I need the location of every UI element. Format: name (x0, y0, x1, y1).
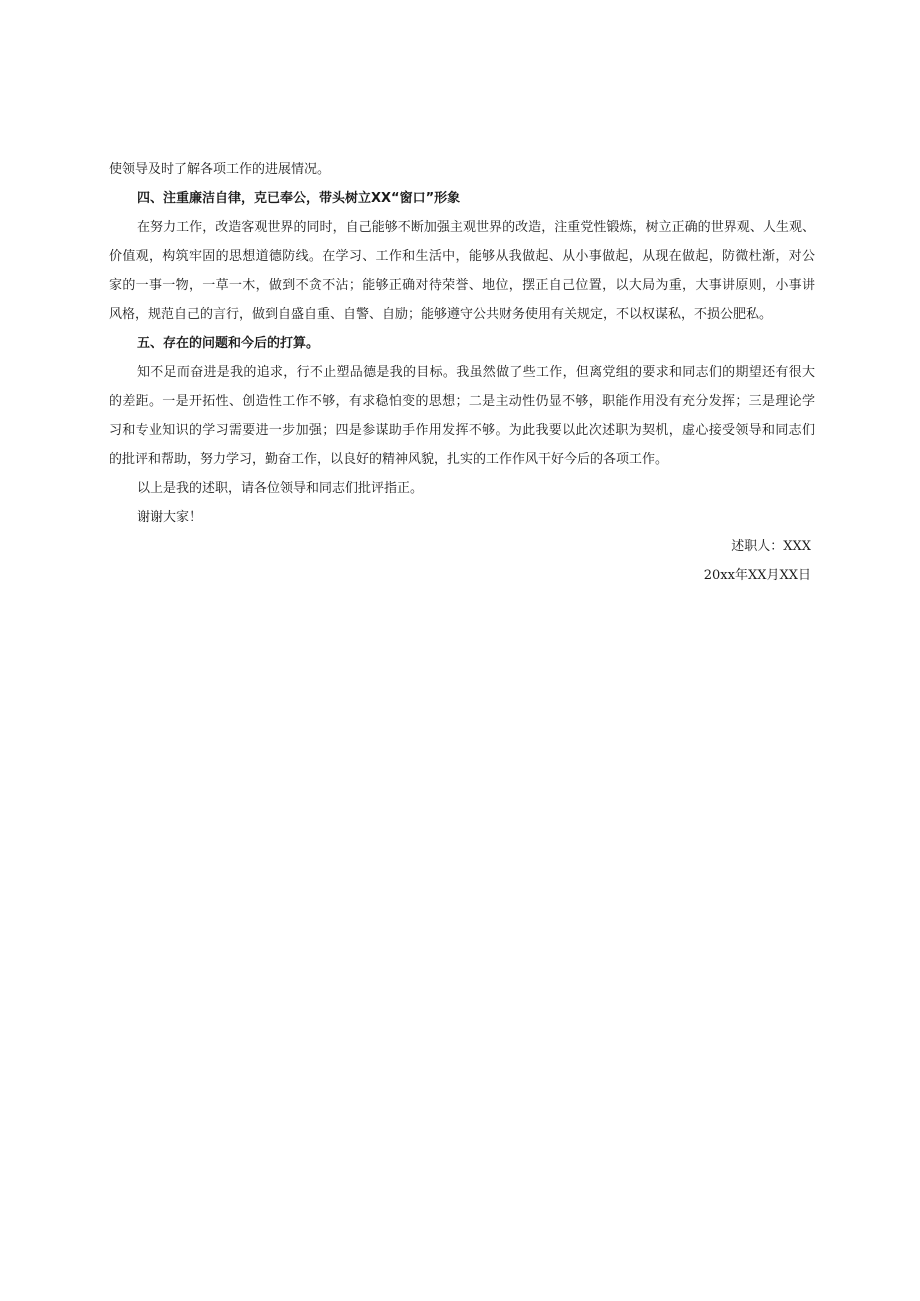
section-4-line: 在努力工作，改造客观世界的同时，自己能够不断加强主观世界的改造，注重党性锻炼，树立正确的世界观、人生观、 (137, 220, 815, 235)
signature: 述职人：XXX (731, 539, 811, 554)
section-5-heading: 五、存在的问题和今后的打算。 (137, 336, 320, 351)
thanks-line: 谢谢大家！ (137, 510, 203, 525)
section-5-line: 的批评和帮助，努力学习，勤奋工作，以良好的精神风貌，扎实的工作作风干好今后的各项工作。 (109, 452, 669, 467)
section-4-line: 价值观，构筑牢固的思想道德防线。在学习、工作和生活中，能够从我做起、从小事做起，从现在做起，防微杜渐，对公 (109, 249, 815, 264)
section-4-line: 风格，规范自己的言行，做到自盛自重、自警、自励；能够遵守公共财务使用有关规定，不以权谋私，不损公肥私。 (109, 307, 773, 322)
section-5-line: 知不足而奋进是我的追求，行不止塑品德是我的目标。我虽然做了些工作，但离党组的要求和同志们的期望还有很大 (137, 365, 815, 380)
closing-sentence: 以上是我的述职，请各位领导和同志们批评指正。 (137, 481, 424, 496)
section-5-line: 习和专业知识的学习需要进一步加强；四是参谋助手作用发挥不够。为此我要以此次述职为契机，虚心接受领导和同志们 (109, 423, 815, 438)
date: 20xx年XX月XX日 (703, 568, 811, 583)
section-4-line: 家的一事一物，一草一木，做到不贪不沾；能够正确对待荣誉、地位，摆正自己位置，以大局为重，大事讲原则，小事讲 (109, 278, 815, 293)
paragraph-continuation: 使领导及时了解各项工作的进展情况。 (109, 162, 331, 177)
section-4-heading: 四、注重廉洁自律，克已奉公，带头树立XX“窗口”形象 (137, 191, 461, 206)
section-5-line: 的差距。一是开拓性、创造性工作不够，有求稳怕变的思想；二是主动性仍显不够，职能作用没有充分发挥；三是理论学 (109, 394, 815, 409)
document-body (109, 155, 815, 590)
